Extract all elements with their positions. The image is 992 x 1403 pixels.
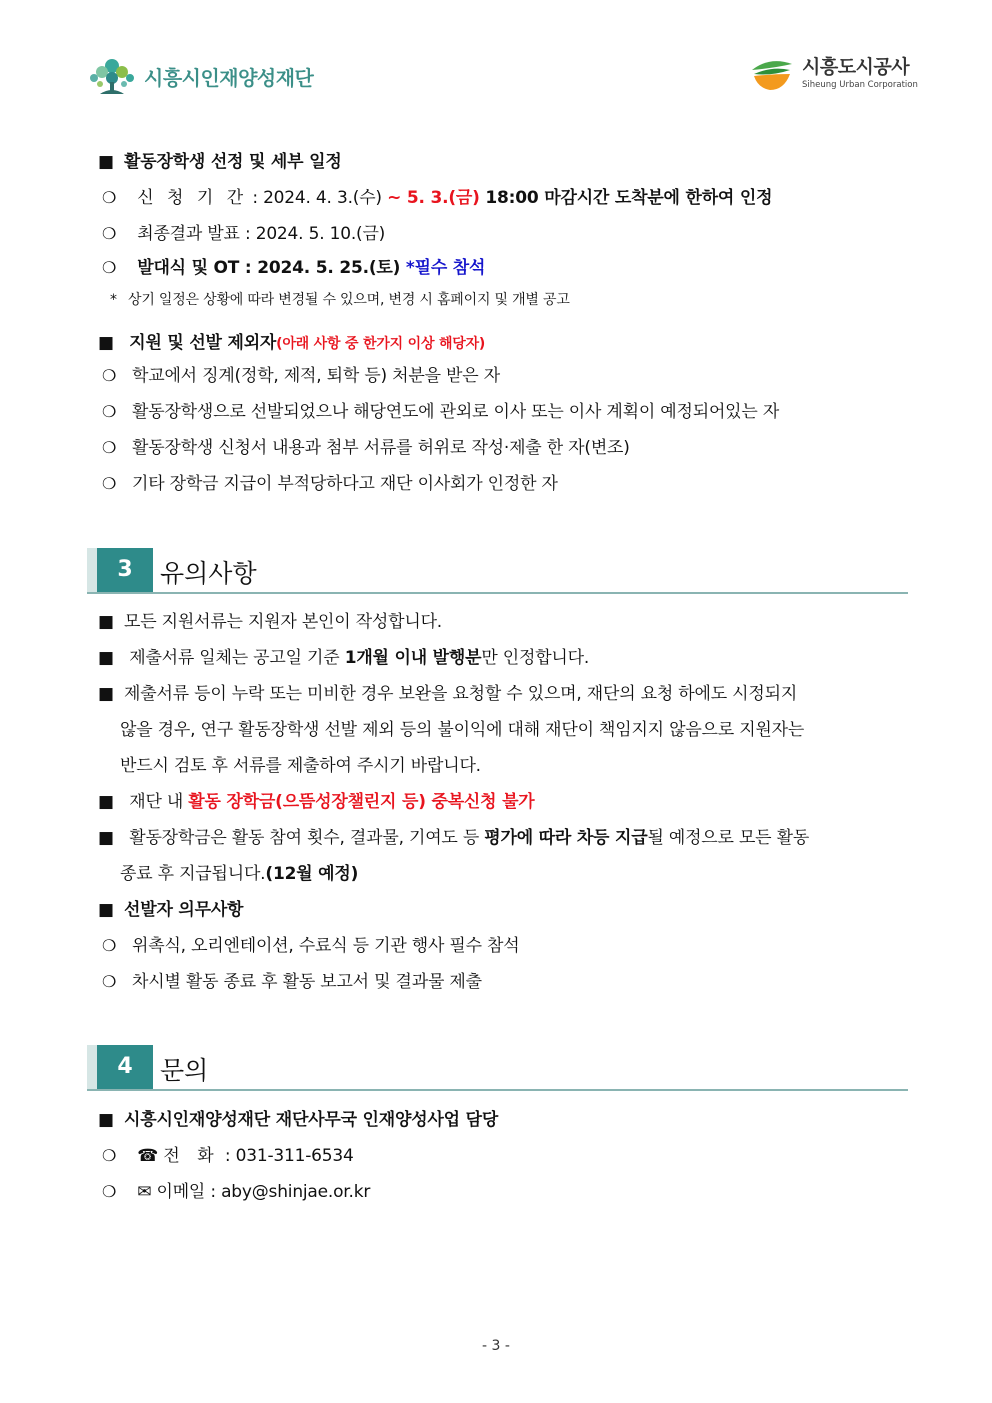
- schedule-heading: ■ 활동장학생 선정 및 세부 일정: [98, 151, 342, 173]
- phone-label: 전 화: [163, 1146, 220, 1166]
- email-label: 이메일: [156, 1182, 206, 1202]
- section-3-header: [87, 548, 908, 594]
- exclusion-item: ❍ 활동장학생 신청서 내용과 첨부 서류를 허위로 작성·제출 한 자(변조): [102, 437, 630, 459]
- duty-item: ❍ 위촉식, 오리엔테이션, 수료식 등 기관 행사 필수 참석: [102, 935, 520, 957]
- notice-item-continued: 않을 경우, 연구 활동장학생 선발 제외 등의 불이익에 대해 재단이 책임지지 않음으로 지원자는: [120, 720, 805, 740]
- notice-item: [98, 791, 535, 813]
- notice-item: ■ 제출서류 등이 누락 또는 미비한 경우 보완을 요청할 수 있으며, 재단의 요청 하에도 시정되지: [98, 683, 797, 705]
- page-number: - 3 -: [482, 1338, 510, 1354]
- notice-bold: 평가에 따라 차등 지급: [484, 828, 648, 848]
- ot-text: 발대식 및 OT : 2024. 5. 25.(토): [137, 258, 406, 278]
- notice-bold: (12월 예정): [265, 864, 359, 884]
- exclusion-heading: [98, 332, 485, 355]
- result-label: 최종결과 발표: [137, 224, 240, 244]
- urban-corp-name: 시흥도시공사: [802, 56, 910, 79]
- apply-sep: :: [247, 188, 264, 208]
- notice-item: [98, 827, 809, 849]
- notice-item: ■ 모든 지원서류는 지원자 본인이 작성합니다.: [98, 611, 442, 633]
- result-value: : 2024. 5. 10.(금): [239, 224, 386, 244]
- contact-heading: ■ 시흥시인재양성재단 재단사무국 인재양성사업 담당: [98, 1109, 498, 1131]
- schedule-result: [102, 223, 385, 245]
- urban-corp-logo: [750, 56, 918, 92]
- notice-text: 종료 후 지급됩니다.: [120, 864, 266, 884]
- phone-icon: ☎: [137, 1146, 159, 1166]
- exclusion-note: (아래 사항 중 한가지 이상 해당자): [276, 336, 486, 352]
- notice-text: 재단 내: [129, 792, 189, 812]
- section-number: 4: [97, 1045, 153, 1089]
- email-value[interactable]: : aby@shinjae.or.kr: [205, 1182, 371, 1202]
- duty-heading: ■ 선발자 의무사항: [98, 899, 243, 921]
- urban-corp-name-en: Siheung Urban Corporation: [802, 80, 918, 91]
- schedule-apply-period: [102, 187, 772, 209]
- contact-email: [102, 1181, 370, 1203]
- ot-required: *필수 참석: [405, 258, 486, 278]
- apply-tail: 18:00 마감시간 도착분에 한하여 인정: [479, 188, 773, 208]
- phone-value: : 031-311-6534: [219, 1146, 354, 1166]
- notice-text: 제출서류 일체는 공고일 기준: [129, 648, 345, 668]
- foundation-logo: [86, 56, 313, 96]
- notice-bold: 1개월 이내 발행분: [344, 648, 482, 668]
- apply-start: 2024. 4. 3.(수): [263, 188, 388, 208]
- section-4-header: [87, 1045, 908, 1091]
- notice-text: 될 예정으로 모든 활동: [647, 828, 810, 848]
- contact-phone: [102, 1145, 354, 1167]
- notice-warning: 활동 장학금(으뜸성장챌린지 등) 중복신청 불가: [188, 792, 535, 812]
- notice-item: [98, 647, 589, 669]
- schedule-ot: [102, 257, 485, 279]
- schedule-note: * 상기 일정은 상황에 따라 변경될 수 있으며, 변경 시 홈페이지 및 개별 공고: [110, 289, 570, 311]
- tree-logo-icon: [86, 56, 138, 96]
- email-icon: ✉: [137, 1182, 152, 1202]
- exclusion-item: ❍ 학교에서 징계(정학, 제적, 퇴학 등) 처분을 받은 자: [102, 365, 500, 387]
- duty-item: ❍ 차시별 활동 종료 후 활동 보고서 및 결과물 제출: [102, 971, 482, 993]
- section-title: 문의: [160, 1056, 209, 1085]
- notice-text: 만 인정합니다.: [481, 648, 590, 668]
- apply-end: ~ 5. 3.(금): [387, 188, 480, 208]
- section-number: 3: [97, 548, 153, 592]
- notice-item-continued: 반드시 검토 후 서류를 제출하여 주시기 바랍니다.: [120, 756, 481, 776]
- leaf-logo-icon: [750, 56, 794, 92]
- foundation-name: 시흥시인재양성재단: [144, 65, 314, 90]
- exclusion-item: ❍ 활동장학생으로 선발되었으나 해당연도에 관외로 이사 또는 이사 계획이 예정되어있는 자: [102, 401, 779, 423]
- notice-item-continued: [120, 863, 358, 885]
- notice-text: 활동장학금은 활동 참여 횟수, 결과물, 기여도 등: [129, 828, 485, 848]
- apply-label: 신 청 기 간: [137, 188, 248, 208]
- section-title: 유의사항: [160, 559, 257, 588]
- exclusion-item: ❍ 기타 장학금 지급이 부적당하다고 재단 이사회가 인정한 자: [102, 473, 558, 495]
- exclusion-title: 지원 및 선발 제외자: [129, 333, 277, 353]
